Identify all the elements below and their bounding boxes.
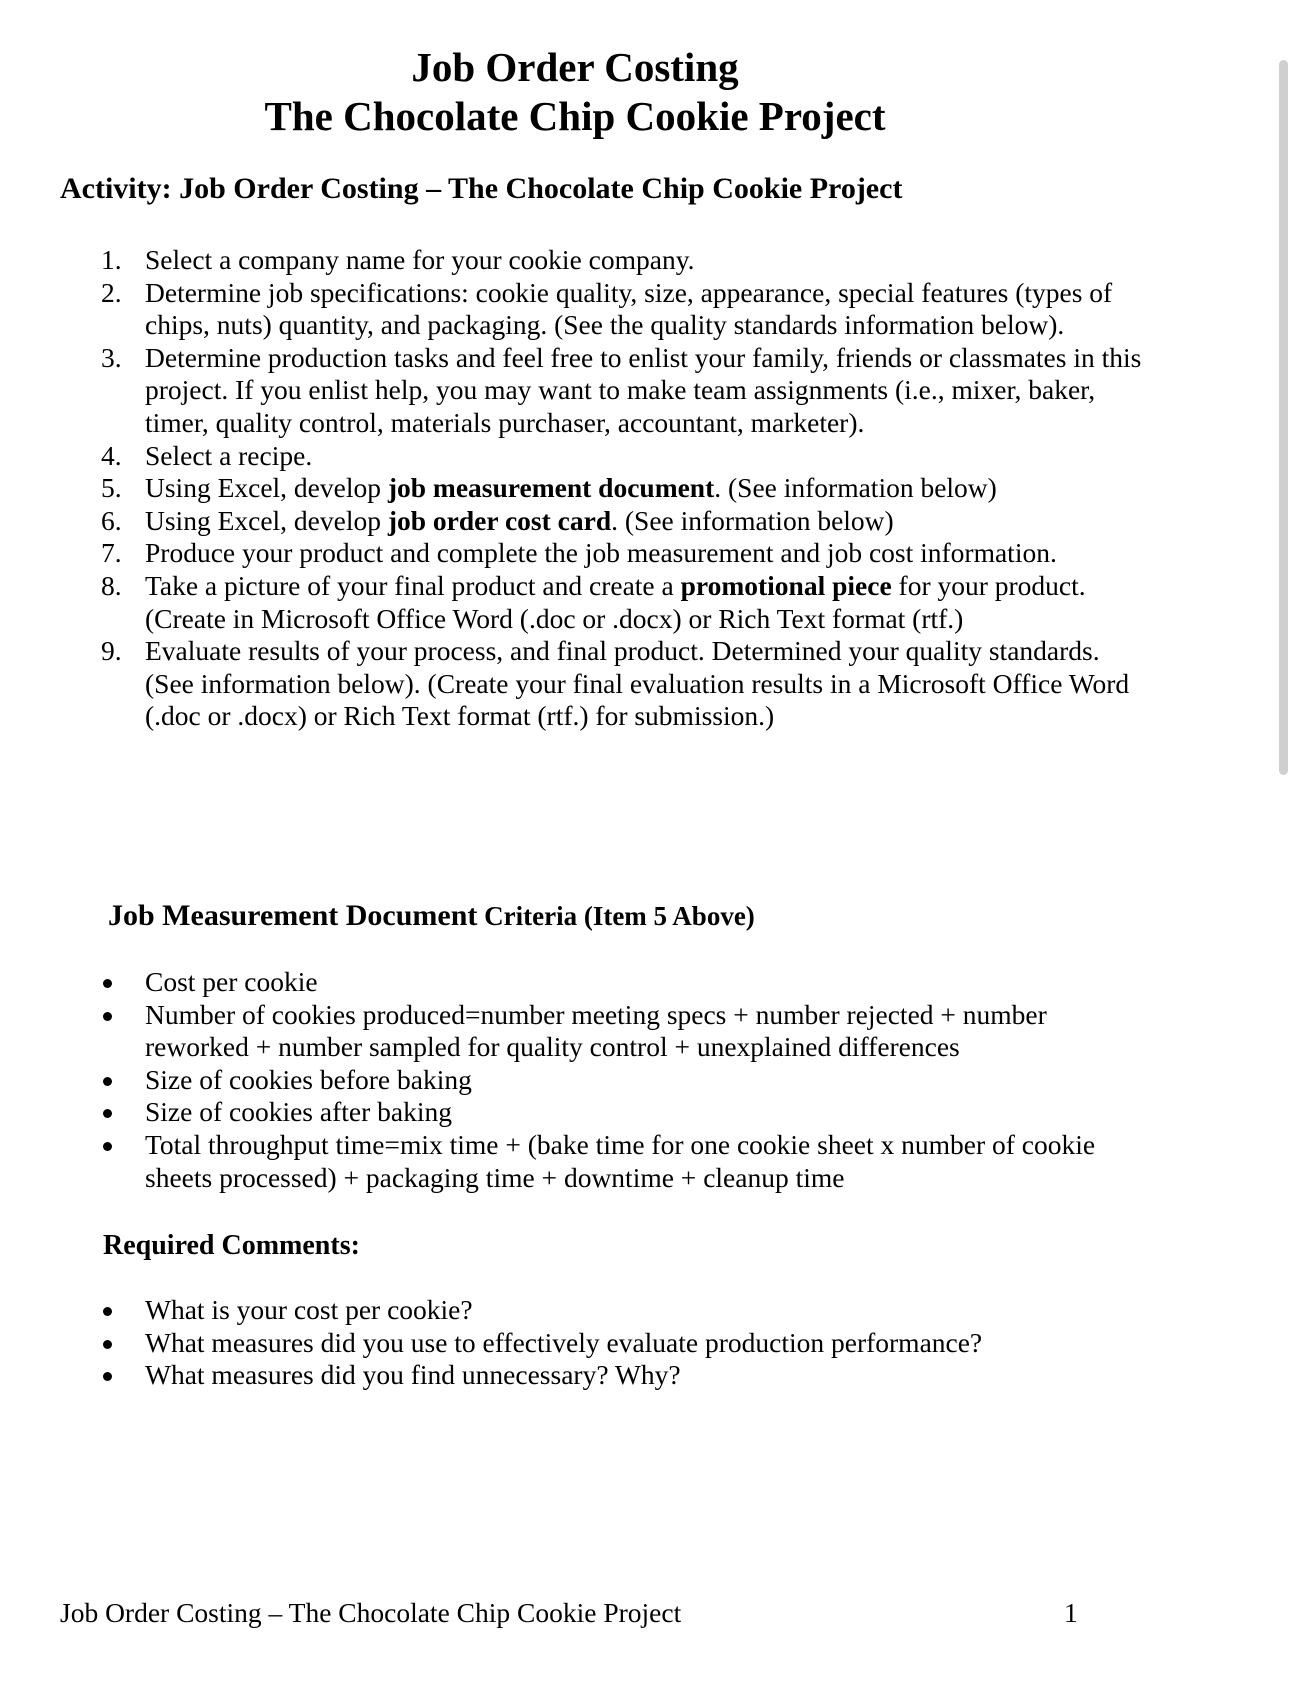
step-bold-term: promotional piece <box>680 569 892 601</box>
comment-text: What is your cost per cookie? <box>145 1294 473 1325</box>
criteria-text: Total throughput time=mix time + (bake time for one cookie sheet x number of cookie sheets processed) + packaging time + downtime + cleanup time <box>145 1128 1096 1193</box>
step-number: 8. <box>101 569 122 601</box>
job-measurement-heading-sub: Criteria (Item 5 Above) <box>477 901 755 931</box>
comment-item <box>0 1359 1150 1392</box>
criteria-item <box>0 1096 1150 1129</box>
activity-heading: Activity: Job Order Costing – The Chocolate Chip Cookie Project <box>60 172 903 205</box>
title-line-1: Job Order Costing <box>411 44 739 90</box>
bullet-icon <box>103 1372 112 1381</box>
step-text: Using Excel, develop <box>145 472 388 504</box>
comment-text: What measures did you find unnecessary? Why? <box>145 1359 681 1391</box>
step-bold-term: job measurement document <box>387 472 715 504</box>
step-item <box>0 342 1150 440</box>
step-item <box>0 635 1150 733</box>
step-number: 9. <box>101 635 122 667</box>
step-item <box>0 505 1150 538</box>
step-number: 2. <box>101 276 122 308</box>
page-number: 1 <box>1064 1597 1078 1628</box>
step-text: Determine production tasks and feel free to enlist your family, friends or classmates in this project. If you enlist help, you may want to make team assignments (i.e., mixer, baker, timer, quality control, materials purchaser, accountant, marketer). <box>145 341 1142 438</box>
step-number: 6. <box>101 504 122 536</box>
criteria-item <box>0 999 1150 1064</box>
step-text: Select a company name for your cookie company. <box>145 244 695 275</box>
comments-list <box>0 1294 1150 1392</box>
step-number: 7. <box>101 537 122 569</box>
criteria-text: Cost per cookie <box>145 966 318 997</box>
step-item <box>0 440 1150 473</box>
step-number: 4. <box>101 439 122 471</box>
job-measurement-heading-main: Job Measurement Document <box>108 899 478 932</box>
bullet-icon <box>103 1340 112 1349</box>
bullet-icon <box>103 1142 112 1151</box>
title-line-2: The Chocolate Chip Cookie Project <box>264 93 886 139</box>
step-number: 1. <box>101 244 122 275</box>
step-number: 5. <box>101 472 122 504</box>
criteria-item <box>0 1129 1150 1194</box>
vertical-scrollbar[interactable] <box>1279 60 1288 775</box>
job-measurement-heading <box>108 898 755 934</box>
step-text-after: . (See information below) <box>611 504 894 536</box>
step-text: Using Excel, develop <box>145 504 388 536</box>
bullet-icon <box>103 1012 112 1021</box>
bullet-icon <box>103 1109 112 1118</box>
criteria-text: Size of cookies after baking <box>145 1096 452 1128</box>
footer-title: Job Order Costing – The Chocolate Chip Cookie Project <box>60 1597 682 1628</box>
required-comments-heading: Required Comments: <box>103 1230 360 1261</box>
step-text: Determine job specifications: cookie quality, size, appearance, special features (types of chips, nuts) quantity, and packaging. (See the quality standards information below). <box>145 276 1113 341</box>
step-text: Select a recipe. <box>145 439 313 471</box>
steps-list <box>0 244 1150 733</box>
step-text: Take a picture of your final product and create a <box>145 569 681 601</box>
bullet-icon <box>103 979 112 988</box>
step-item <box>0 472 1150 505</box>
step-text-after: for your product. (Create in Microsoft Office Word (.doc or .docx) or Rich Text format (rtf.) <box>145 569 1086 634</box>
criteria-list <box>0 966 1150 1194</box>
bullet-icon <box>103 1077 112 1086</box>
step-item <box>0 570 1150 635</box>
comment-text: What measures did you use to effectively evaluate production performance? <box>145 1326 983 1358</box>
comment-item <box>0 1327 1150 1360</box>
criteria-text: Number of cookies produced=number meeting specs + number rejected + number reworked + number sampled for quality control + unexplained differences <box>145 998 1047 1063</box>
step-text: Produce your product and complete the job measurement and job cost information. <box>145 537 1057 569</box>
step-item <box>0 537 1150 570</box>
step-item <box>0 277 1150 342</box>
step-item <box>0 244 1150 277</box>
step-number: 3. <box>101 341 122 373</box>
criteria-text: Size of cookies before baking <box>145 1063 472 1095</box>
step-text-after: . (See information below) <box>714 472 997 504</box>
step-text: Evaluate results of your process, and final product. Determined your quality standards. (See information below). (Create your final evaluation results in a Microsoft Office Word (.doc or .docx) or Rich Text format (rtf.) for submission.) <box>145 635 1130 732</box>
comment-item <box>0 1294 1150 1327</box>
criteria-item <box>0 1064 1150 1097</box>
criteria-item <box>0 966 1150 999</box>
bullet-icon <box>103 1307 112 1316</box>
step-bold-term: job order cost card <box>387 504 612 536</box>
